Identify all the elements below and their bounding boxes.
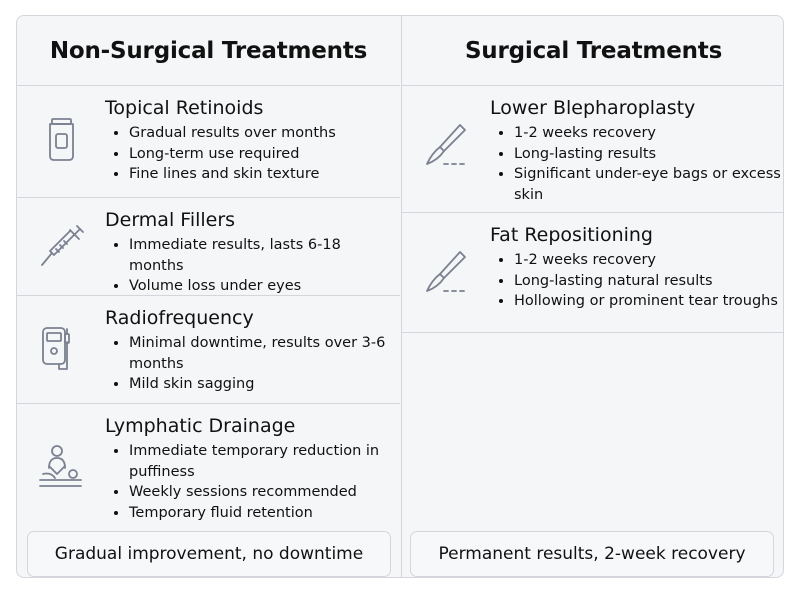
bullet-item: • Hollowing or prominent tear troughs — [514, 291, 784, 312]
scalpel-icon — [422, 247, 472, 297]
treatment-row-dermal-fillers — [17, 198, 400, 296]
bullet-item: • Long-lasting natural results — [514, 271, 784, 292]
treatment-row-lower-blepharoplasty — [402, 86, 784, 213]
non-surgical-summary: Gradual improvement, no downtime — [27, 531, 391, 577]
bullet-item: • Temporary fluid retention — [129, 503, 399, 524]
treatment-title: Dermal Fillers — [105, 209, 236, 231]
treatment-bullets — [109, 235, 399, 297]
bullet-item: • Significant under-eye bags or excess skin — [514, 164, 784, 205]
treatment-row-topical-retinoids — [17, 86, 400, 198]
treatment-title: Lower Blepharoplasty — [490, 97, 696, 119]
treatment-title: Radiofrequency — [105, 307, 254, 329]
bullet-item: • 1-2 weeks recovery — [514, 123, 784, 144]
treatment-bullets — [494, 123, 784, 205]
treatment-title: Fat Repositioning — [490, 224, 653, 246]
bullet-item: • Volume loss under eyes — [129, 276, 399, 297]
treatment-bullets — [109, 333, 399, 395]
bullet-item: • 1-2 weeks recovery — [514, 250, 784, 271]
surgical-header: Surgical Treatments — [402, 16, 784, 86]
bullet-item: • Long-lasting results — [514, 144, 784, 165]
non-surgical-column — [17, 16, 400, 577]
treatment-bullets — [109, 441, 399, 523]
surgical-summary: Permanent results, 2-week recovery — [410, 531, 774, 577]
bullet-item: • Immediate temporary reduction in puffiness — [129, 441, 399, 482]
bullet-item: • Long-term use required — [129, 144, 399, 165]
bullet-item: • Mild skin sagging — [129, 374, 399, 395]
treatment-title: Topical Retinoids — [105, 97, 264, 119]
scalpel-icon — [422, 120, 472, 170]
treatment-row-fat-repositioning — [402, 213, 784, 333]
syringe-icon — [37, 222, 87, 272]
massage-icon — [37, 444, 87, 494]
non-surgical-header: Non-Surgical Treatments — [17, 16, 400, 86]
bullet-item: • Fine lines and skin texture — [129, 164, 399, 185]
treatment-bullets — [494, 250, 784, 312]
treatment-title: Lymphatic Drainage — [105, 415, 296, 437]
bullet-item: • Weekly sessions recommended — [129, 482, 399, 503]
treatment-row-radiofrequency — [17, 296, 400, 404]
comparison-table — [16, 15, 784, 578]
surgical-column — [402, 16, 784, 577]
bullet-item: • Minimal downtime, results over 3-6 months — [129, 333, 399, 374]
bullet-item: • Gradual results over months — [129, 123, 399, 144]
bullet-item: • Immediate results, lasts 6-18 months — [129, 235, 399, 276]
rf-device-icon — [37, 324, 87, 374]
cream-tube-icon — [37, 116, 87, 166]
treatment-row-lymphatic-drainage — [17, 404, 400, 532]
treatment-bullets — [109, 123, 399, 185]
